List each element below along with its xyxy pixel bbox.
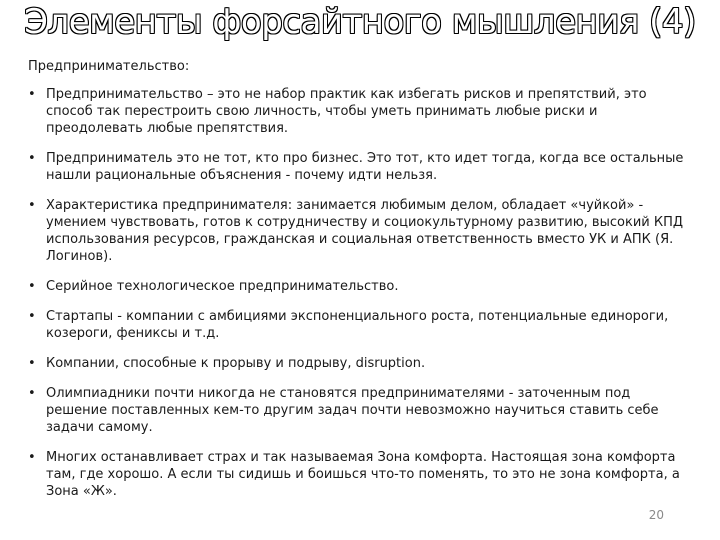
bullet-item: • Характеристика предпринимателя: занимается любимым делом, обладает «чуйкой» - умением чувствовать, готов к сотрудничеству и социокультурному развитию, высокий КПД использования ресурсов, гражданская и социальная ответственность вместо УК и АПК (Я. Логинов). xyxy=(26,197,686,265)
bullet-item: • Компании, способные к прорыву и подрыву, disruption. xyxy=(26,355,686,372)
bullet-item: • Предприниматель это не тот, кто про бизнес. Это тот, кто идет тогда, когда все остальные нашли рациональные объяснения - почему идти нельзя. xyxy=(26,150,686,184)
bullet-item: • Предпринимательство – это не набор практик как избегать рисков и препятствий, это способ так перестроить свою личность, чтобы уметь принимать любые риски и преодолевать любые препятствия. xyxy=(26,86,686,137)
bullet-item: • Многих останавливает страх и так называемая Зона комфорта. Настоящая зона комфорта там, где хорошо. А если ты сидишь и боишься что-то поменять, то это не зона комфорта, а Зона «Ж». xyxy=(26,449,686,500)
slide-title: Элементы форсайтного мышления (4) xyxy=(24,2,696,42)
bullet-item: • Олимпиадники почти никогда не становятся предпринимателями - заточенным под решение поставленных кем-то другим задач почти невозможно научиться ставить себе задачи самому. xyxy=(26,385,686,436)
bullet-list xyxy=(26,86,686,513)
bullet-item: • Стартапы - компании с амбициями экспоненциального роста, потенциальные единороги, козероги, фениксы и т.д. xyxy=(26,308,686,342)
section-heading: Предпринимательство: xyxy=(28,59,190,74)
bullet-item: • Серийное технологическое предпринимательство. xyxy=(26,278,686,295)
page-number: 20 xyxy=(648,508,664,522)
